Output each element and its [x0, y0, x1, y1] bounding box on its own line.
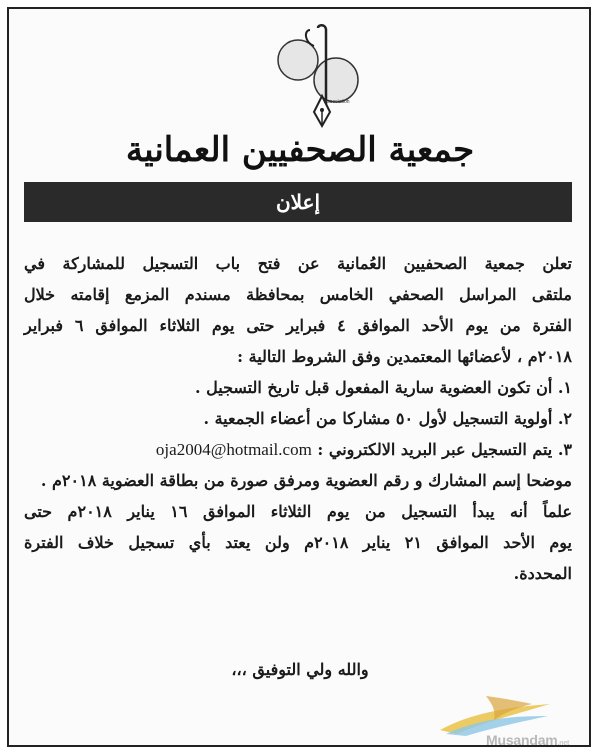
- closing-line: والله ولي التوفيق ،،،: [231, 660, 369, 679]
- association-logo: [270, 20, 366, 130]
- condition-1: ١. أن تكون العضوية سارية المفعول قبل تاريخ التسجيل .: [194, 378, 572, 397]
- notice-line: علماً أنه يبدأ التسجيل من يوم الثلاثاء الموافق ١٦ يناير ٢٠١٨م حتى: [24, 502, 572, 521]
- condition-2: ٢. أولوية التسجيل لأول ٥٠ مشاركا من أعضاء الجمعية .: [203, 409, 572, 428]
- organization-name: جمعية الصحفيين العمانية: [125, 130, 475, 170]
- body-line: ٢٠١٨م ، لأعضائها المعتمدين وفق الشروط التالية :: [237, 347, 572, 366]
- watermark-logo-mark: [436, 690, 554, 736]
- watermark-text: Musandam.net: [486, 732, 570, 748]
- body-line: الفترة من يوم الأحد الموافق ٤ فبراير حتى يوم الثلاثاء الموافق ٦ فبراير: [24, 316, 572, 335]
- body-line: تعلن جمعية الصحفيين العُمانية عن فتح باب التسجيل للمشاركة في: [24, 254, 572, 273]
- condition-3: [24, 434, 572, 465]
- email-address[interactable]: oja2004@hotmail.com: [155, 440, 312, 459]
- announcement-body: [24, 248, 572, 589]
- condition-3-prefix: ٣. يتم التسجيل عبر البريد الالكتروني :: [317, 440, 572, 459]
- banner-label: إعلان: [275, 190, 321, 214]
- notice-line: المحددة.: [513, 564, 572, 583]
- notice-line: يوم الأحد الموافق ٢١ يناير ٢٠١٨م ولن يعتد بأي تسجيل خلاف الفترة: [24, 533, 573, 552]
- announcement-banner: [24, 182, 572, 222]
- condition-3-detail: موضحا إسم المشارك و رقم العضوية ومرفق صورة من بطاقة العضوية ٢٠١٨م .: [40, 471, 572, 490]
- body-line: ملتقى المراسل الصحفي الخامس بمحافظة مسندم المزمع إقامته خلال: [24, 285, 572, 304]
- svg-text:Association: Association: [324, 99, 350, 105]
